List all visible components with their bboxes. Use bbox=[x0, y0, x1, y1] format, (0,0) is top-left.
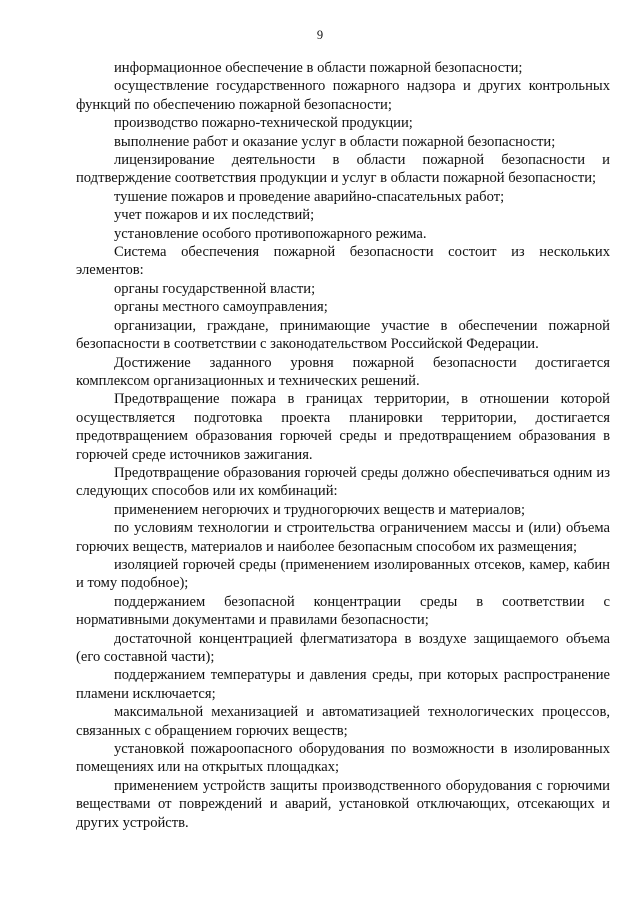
paragraph: лицензирование деятельности в области пожарной безопасности и подтверждение соответствия продукции и услуг в области пожарной безопасности; bbox=[76, 152, 610, 187]
body-text bbox=[76, 59, 610, 832]
paragraph: установкой пожароопасного оборудования по возможности в изолированных помещениях или на открытых площадках; bbox=[76, 741, 610, 776]
paragraph: достаточной концентрацией флегматизатора в воздухе защищаемого объема (его составной части); bbox=[76, 630, 610, 665]
paragraph: поддержанием температуры и давления среды, при которых распространение пламени исключается; bbox=[76, 667, 610, 702]
paragraph: применением устройств защиты производственного оборудования с горючими веществами от повреждений и аварий, установкой отключающих, отсекающих и других устройств. bbox=[76, 777, 610, 831]
paragraph: по условиям технологии и строительства ограничением массы и (или) объема горючих веществ, материалов и наиболее безопасным способом их размещения; bbox=[76, 520, 610, 555]
paragraph: применением негорючих и трудногорючих веществ и материалов; bbox=[114, 501, 526, 518]
paragraph: выполнение работ и оказание услуг в области пожарной безопасности; bbox=[114, 133, 556, 150]
paragraph: Предотвращение образования горючей среды должно обеспечиваться одним из следующих способов или их комбинаций: bbox=[76, 464, 610, 500]
paragraph: установление особого противопожарного режима. bbox=[114, 225, 427, 242]
paragraph: Достижение заданного уровня пожарной безопасности достигается комплексом организационных и технических решений. bbox=[76, 354, 610, 389]
paragraph: органы местного самоуправления; bbox=[114, 299, 328, 316]
paragraph: максимальной механизацией и автоматизацией технологических процессов, связанных с обращением горючих веществ; bbox=[76, 704, 610, 739]
paragraph: Предотвращение пожара в границах территории, в отношении которой осуществляется подготовка проекта планировки территории, достигается предотвращением образования горючей среды и предотвращением образования в горючей среде источников зажигания. bbox=[76, 391, 610, 463]
paragraph: тушение пожаров и проведение аварийно-спасательных работ; bbox=[114, 188, 505, 205]
paragraph: органы государственной власти; bbox=[114, 280, 316, 297]
paragraph: поддержанием безопасной концентрации среды в соответствии с нормативными документами и правилами безопасности; bbox=[76, 593, 610, 629]
paragraph: осуществление государственного пожарного надзора и других контрольных функций по обеспечению пожарной безопасности; bbox=[76, 78, 610, 113]
paragraph: организации, граждане, принимающие участие в обеспечении пожарной безопасности в соответствии с законодательством Российской Федерации. bbox=[76, 317, 610, 353]
paragraph: производство пожарно-технической продукции; bbox=[114, 115, 413, 132]
paragraph: Система обеспечения пожарной безопасности состоит из нескольких элементов: bbox=[76, 244, 610, 279]
paragraph: информационное обеспечение в области пожарной безопасности; bbox=[114, 60, 523, 76]
paragraph: учет пожаров и их последствий; bbox=[114, 207, 315, 224]
paragraph: изоляцией горючей среды (применением изолированных отсеков, камер, кабин и тому подобное); bbox=[76, 556, 610, 592]
page-number: 9 bbox=[316, 28, 324, 42]
